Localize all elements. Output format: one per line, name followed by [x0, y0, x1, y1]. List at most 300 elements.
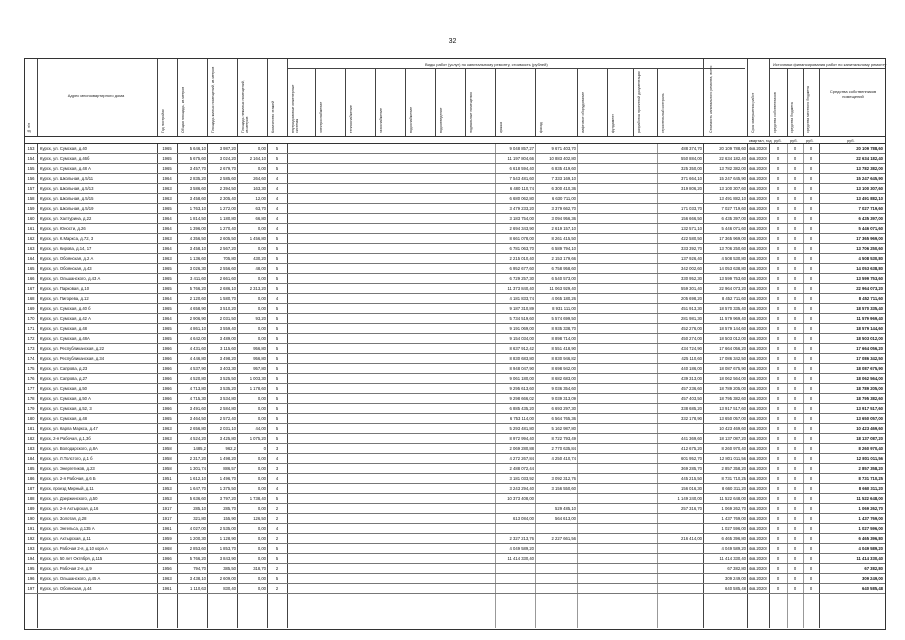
cell-s-0: 0 [776, 146, 780, 151]
cell-year: 1966 [162, 366, 172, 371]
cell-s-0: 0 [776, 236, 780, 241]
cell-year: 1965 [162, 206, 172, 211]
cell-addr: Курск, ул. Сумская, д.40 б [40, 306, 91, 311]
cell-last: 1 027 596,00 [858, 526, 883, 531]
cell-fl: 5 [275, 546, 279, 551]
cell-a1: 4 715,30 [189, 396, 206, 401]
cell-s-0: 0 [776, 286, 780, 291]
cell-year: 1965 [162, 156, 172, 161]
cell-s-0: 0 [776, 276, 780, 281]
cell-last: 14 053 638,80 [856, 266, 883, 271]
table-row [25, 504, 885, 514]
cell-date: 4кв.2020г [748, 176, 768, 181]
cell-last: 11 579 969,40 [856, 316, 883, 321]
cell-addr: Курск, ул. К.Маркса, д.72, 3 [40, 236, 94, 241]
cell-date: 4кв.2020г [748, 186, 768, 191]
cell-last: 20 109 788,60 [856, 146, 883, 151]
cell-fac [536, 584, 576, 593]
cell-no: 166 [27, 276, 35, 281]
table-row [25, 164, 885, 174]
cell-s-1: 0 [793, 456, 797, 461]
cell-roof: 6 952 677,60 [509, 266, 534, 271]
cell-fl: 2 [275, 536, 279, 541]
cell-year: 1965 [162, 326, 172, 331]
cell-fl: 5 [275, 266, 279, 271]
table-row [25, 254, 885, 264]
cell-a2: 3 510,20 [219, 306, 236, 311]
cell-a3: 956,80 [253, 356, 266, 361]
cell-fl: 5 [275, 286, 279, 291]
cell-no: 155 [27, 166, 35, 171]
cell-a1: 3 458,10 [189, 246, 206, 251]
cell-a3: 318,70 [253, 566, 266, 571]
cell-a2: 2 572,40 [219, 416, 236, 421]
cell-fl: 5 [275, 236, 279, 241]
cell-s-2: 0 [809, 516, 813, 521]
cell-a2: 3 115,60 [220, 346, 236, 351]
cell-date: 4кв.2020г [748, 246, 768, 251]
cell-s-2: 0 [809, 486, 813, 491]
cell-year: 1966 [162, 406, 172, 411]
unit-last: руб. [847, 138, 855, 143]
cell-s-0: 0 [776, 336, 780, 341]
cell-total: 22 964 073,20 [719, 286, 746, 291]
cell-roof [496, 584, 534, 593]
cell-s-2: 0 [809, 396, 813, 401]
cell-addr: Курск, ул. Обоянская, д.43 [40, 266, 92, 271]
cell-date: 4кв.2020г [748, 506, 768, 511]
table-row [25, 484, 885, 494]
table-row [25, 244, 885, 254]
cell-addr: Курск, ул. Ольшанского, д.43 А [40, 276, 101, 281]
cell-a1: 4 658,90 [189, 306, 206, 311]
cell-a1: 3 411,60 [190, 276, 206, 281]
cell-fl: 4 [275, 526, 279, 531]
header-work-7: подвальные помещения [469, 92, 473, 133]
cell-s-0: 0 [776, 156, 780, 161]
cell-s-0: 0 [776, 486, 780, 491]
cell-s-1: 0 [793, 156, 797, 161]
cell-ctrl: 425 110,60 [681, 356, 702, 361]
cell-s-1: 0 [793, 476, 797, 481]
cell-fac [536, 564, 576, 573]
table-row [25, 324, 885, 334]
cell-total: 17 365 969,00 [719, 236, 746, 241]
cell-last: 13 917 517,60 [856, 406, 883, 411]
cell-s-0: 0 [776, 316, 780, 321]
cell-fac: 6 300 410,36 [551, 186, 576, 191]
cell-ctrl: 451 913,30 [681, 306, 702, 311]
cell-s-2: 0 [809, 366, 813, 371]
cell-s-0: 0 [776, 426, 780, 431]
cell-a3: 0,00 [257, 476, 266, 481]
cell-last: 22 634 182,40 [856, 156, 883, 161]
cell-roof: 9 295 613,60 [509, 386, 534, 391]
cell-s-2: 0 [809, 326, 813, 331]
cell-a3: 0,00 [257, 456, 266, 461]
cell-year: 1964 [162, 246, 172, 251]
cell-no: 177 [27, 386, 35, 391]
cell-fac: 2 227 661,56 [551, 536, 576, 541]
cell-a1: 1 136,60 [189, 256, 206, 261]
cell-fl: 5 [275, 496, 279, 501]
cell-date: 4кв.2020г [748, 476, 768, 481]
cell-fl: 4 [275, 186, 279, 191]
cell-addr: Курск, проезд Мирный, д.11 [40, 486, 94, 491]
cell-a3: 956,80 [253, 346, 266, 351]
cell-fac: 4 250 410,74 [551, 456, 576, 461]
cell-addr: Курск, ул. Сумская, д.50 А [40, 396, 91, 401]
cell-s-2: 0 [809, 586, 813, 591]
cell-no: 190 [27, 516, 35, 521]
table-row [25, 384, 885, 394]
cell-a2: 2 535,00 [219, 526, 236, 531]
cell-s-2: 0 [809, 466, 813, 471]
cell-date: 4кв.2020г [748, 326, 768, 331]
cell-no: 175 [27, 366, 35, 371]
cell-s-2: 0 [809, 266, 813, 271]
cell-year: 1965 [162, 276, 172, 281]
cell-date: 4кв.2020г [748, 286, 768, 291]
cell-no: 197 [27, 586, 35, 591]
cell-roof: 6 618 594,40 [509, 166, 534, 171]
table-row [25, 454, 885, 464]
cell-addr: Курск, ул. Школьная, д.5/15 [40, 196, 94, 201]
header-src-2: средства бюджета [790, 102, 794, 133]
cell-fl: 2 [275, 516, 279, 521]
cell-s-0: 0 [776, 416, 780, 421]
cell-ctrl [658, 564, 702, 573]
cell-a1: 3 491,60 [189, 406, 206, 411]
cell-a2: 3 559,40 [219, 326, 236, 331]
cell-date: 4кв.2020г [748, 406, 768, 411]
cell-s-0: 0 [776, 456, 780, 461]
cell-s-2: 0 [809, 346, 813, 351]
cell-last: 13 491 882,10 [856, 196, 883, 201]
cell-addr: Курск, ул. Сумская, д.50 [40, 386, 87, 391]
cell-year: 1965 [162, 306, 172, 311]
cell-date: 4кв.2020г [748, 586, 768, 591]
cell-last: 11 522 648,00 [856, 496, 883, 501]
cell-a2: 385,50 [223, 566, 236, 571]
cell-s-2: 0 [809, 226, 813, 231]
cell-last: 2 857 358,20 [858, 466, 883, 471]
cell-a2: 1 498,20 [219, 456, 236, 461]
cell-ctrl: 325 350,00 [681, 166, 702, 171]
cell-ctrl: 257 316,70 [681, 506, 702, 511]
cell-ctrl: 205 698,20 [681, 296, 702, 301]
cell-last: 13 599 753,60 [856, 276, 883, 281]
cell-fl: 5 [275, 416, 279, 421]
cell-roof: 6 729 257,30 [509, 276, 534, 281]
cell-a2: 1 580,70 [219, 296, 236, 301]
cell-last: 15 247 645,90 [856, 176, 883, 181]
cell-ctrl: 338 685,20 [681, 406, 702, 411]
cell-last: 1 069 262,70 [858, 506, 883, 511]
cell-a2: 2 394,50 [219, 186, 236, 191]
cell-year: 1965 [162, 146, 172, 151]
cell-s-2: 0 [809, 426, 813, 431]
table-row [25, 284, 885, 294]
cell-date: 4кв.2020г [748, 386, 768, 391]
cell-fac: 8 261 415,50 [551, 236, 576, 241]
cell-fl: 5 [275, 386, 279, 391]
header-work-11: фундамент [611, 114, 615, 133]
cell-total: 22 634 182,40 [719, 156, 746, 161]
cell-year: 1953 [162, 486, 172, 491]
cell-a1: 3 586,60 [189, 186, 206, 191]
cell-ctrl: 601 952,70 [681, 456, 702, 461]
cell-year: 1964 [162, 226, 172, 231]
cell-fac: 8 898 714,00 [551, 336, 576, 341]
cell-fac: 6 589 794,10 [551, 246, 576, 251]
cell-a3: 66,80 [255, 216, 266, 221]
cell-a2: 2 661,60 [219, 276, 236, 281]
cell-fac: 529 485,10 [555, 506, 576, 511]
cell-s-0: 0 [776, 196, 780, 201]
cell-s-2: 0 [809, 206, 813, 211]
cell-no: 189 [27, 506, 35, 511]
table-row [25, 274, 885, 284]
cell-a2: 830,40 [223, 586, 236, 591]
cell-a3: 0,00 [257, 416, 266, 421]
cell-ctrl: 441 369,60 [681, 436, 702, 441]
cell-no: 158 [27, 196, 35, 201]
cell-last: 17 664 056,20 [856, 346, 883, 351]
cell-s-1: 0 [793, 586, 797, 591]
cell-no: 160 [27, 216, 35, 221]
cell-a2: 1 375,50 [219, 486, 236, 491]
cell-last: 6 465 396,80 [858, 536, 883, 541]
cell-date: 4кв.2020г [748, 316, 768, 321]
cell-year: 1951 [162, 476, 172, 481]
cell-date: 4кв.2020г [748, 556, 768, 561]
cell-year: 1964 [162, 296, 172, 301]
cell-addr: Курск, ул. Обоянская, д.44 [40, 586, 92, 591]
cell-date: 4кв.2020г [748, 436, 768, 441]
cell-roof [496, 564, 534, 573]
cell-date: 4кв.2020г [748, 366, 768, 371]
cell-fl: 4 [275, 176, 279, 181]
cell-no: 165 [27, 266, 35, 271]
cell-fac: 8 698 942,00 [551, 366, 576, 371]
cell-date: 4кв.2020г [748, 356, 768, 361]
cell-s-0: 0 [776, 206, 780, 211]
cell-addr: Курск, ул. Республиканская, д.22 [40, 346, 105, 351]
cell-a1: 1 200,30 [189, 536, 206, 541]
cell-total: 8 731 710,25 [721, 476, 746, 481]
cell-a2: 1 853,70 [219, 546, 236, 551]
cell-roof: 3 243 294,40 [509, 486, 534, 491]
cell-a3: 0,00 [257, 466, 266, 471]
cell-fl: 4 [275, 456, 279, 461]
table-row [25, 524, 885, 534]
cell-last: 7 027 719,60 [858, 206, 883, 211]
cell-addr: Курск, 2-я Рабочая, д.1,3б [40, 436, 91, 441]
cell-a1: 1 396,00 [189, 226, 206, 231]
cell-fl: 5 [275, 336, 279, 341]
cell-s-1: 0 [793, 256, 797, 261]
cell-no: 167 [27, 286, 35, 291]
cell-a3: 0,00 [257, 326, 266, 331]
cell-total: 20 109 788,60 [719, 146, 746, 151]
table-row [25, 414, 885, 424]
cell-s-1: 0 [793, 326, 797, 331]
cell-s-1: 0 [793, 416, 797, 421]
cell-roof: 8 830 683,80 [509, 356, 534, 361]
cell-year: 1958 [162, 466, 172, 471]
table-row [25, 474, 885, 484]
cell-s-2: 0 [809, 576, 813, 581]
cell-s-0: 0 [776, 226, 780, 231]
cell-roof: 6 680 062,80 [509, 196, 534, 201]
cell-ctrl: 434 724,90 [681, 346, 702, 351]
cell-s-1: 0 [793, 536, 797, 541]
cell-roof: 6 753 114,00 [509, 416, 534, 421]
cell-last: 22 964 073,20 [856, 286, 883, 291]
cell-s-2: 0 [809, 336, 813, 341]
cell-s-1: 0 [793, 366, 797, 371]
table-row [25, 354, 885, 364]
cell-no: 164 [27, 256, 35, 261]
cell-roof: 6 480 110,74 [509, 186, 534, 191]
cell-addr: Курск, ул. 2-я Рабочая, д.6 Б [40, 476, 96, 481]
cell-last: 18 789 205,00 [856, 386, 883, 391]
cell-year: 1959 [162, 536, 172, 541]
cell-last: 11 414 330,40 [856, 556, 883, 561]
cell-last: 4 049 589,20 [858, 546, 883, 551]
cell-total: 11 579 969,40 [719, 316, 746, 321]
cell-no: 156 [27, 176, 35, 181]
header-work-4: газоснабжение [379, 108, 383, 133]
cell-a1: 321,80 [193, 516, 206, 521]
cell-s-2: 0 [809, 296, 813, 301]
cell-no: 192 [27, 536, 35, 541]
cell-roof: 613 084,00 [513, 516, 534, 521]
cell-s-1: 0 [793, 176, 797, 181]
cell-total: 1 027 596,00 [721, 526, 746, 531]
cell-a3: 0,00 [257, 396, 266, 401]
cell-total: 18 795 382,60 [719, 396, 746, 401]
cell-year: 1961 [162, 586, 172, 591]
cell-s-1: 0 [793, 246, 797, 251]
header-date: Срок завершения работ [751, 92, 755, 133]
cell-s-0: 0 [776, 296, 780, 301]
cell-fl: 5 [275, 156, 279, 161]
cell-a2: 2 605,50 [219, 236, 236, 241]
cell-a2: 2 584,80 [219, 406, 236, 411]
cell-no: 174 [27, 356, 35, 361]
cell-s-0: 0 [776, 366, 780, 371]
cell-a1: 2 853,60 [189, 546, 206, 551]
table-row [25, 534, 885, 544]
page-number: 32 [448, 38, 457, 45]
cell-roof: 11 414 330,40 [507, 556, 534, 561]
cell-addr: Курск, ул. Сумская, д.48 А [40, 166, 91, 171]
cell-total: 18 137 087,20 [719, 436, 746, 441]
cell-no: 184 [27, 456, 35, 461]
table-row [25, 374, 885, 384]
cell-fl: 2 [275, 506, 279, 511]
cell-fl: 5 [275, 146, 279, 151]
cell-a1: 1 612,10 [189, 476, 206, 481]
cell-ctrl: 156 016,30 [681, 486, 702, 491]
cell-total: 7 027 719,60 [721, 206, 746, 211]
cell-roof: 8 637 912,42 [509, 346, 534, 351]
cell-year: 1965 [162, 416, 172, 421]
cell-fac: 2 153 179,66 [551, 256, 576, 261]
cell-addr: Курск, ул. Ольшанского, д.45 А [40, 576, 101, 581]
cell-a3: 12,00 [255, 196, 266, 201]
cell-year: 1965 [162, 336, 172, 341]
cell-year: 1966 [162, 346, 172, 351]
cell-year: 1958 [162, 456, 172, 461]
cell-fl: 5 [275, 556, 279, 561]
cell-no: 179 [27, 406, 35, 411]
cell-a3: 0,00 [257, 586, 266, 591]
cell-a1: 5 636,60 [189, 496, 206, 501]
cell-fac: 4 065 180,26 [551, 296, 576, 301]
cell-fac: 11 063 929,40 [549, 286, 576, 291]
cell-a1: 3 438,10 [189, 576, 206, 581]
cell-addr: Курск, ул. Республиканская, д.34 [40, 356, 105, 361]
cell-s-1: 0 [793, 516, 797, 521]
unit-src-2: руб. [790, 138, 798, 143]
cell-ctrl: 457 403,50 [681, 396, 702, 401]
cell-addr: Курск, ул. Рабочая 2-я, д.10 корп.А [40, 546, 108, 551]
cell-roof [496, 504, 534, 513]
cell-fl: 4 [275, 226, 279, 231]
cell-a1: 2 835,20 [189, 176, 206, 181]
cell-roof: 2 694 343,90 [509, 226, 534, 231]
cell-total: 12 801 011,56 [719, 456, 746, 461]
cell-ctrl: 333 392,70 [681, 246, 702, 251]
cell-total: 6 435 397,00 [721, 216, 746, 221]
cell-fl: 5 [275, 346, 279, 351]
cell-addr: Курск, ул. Школьная, д.5/13 [40, 186, 94, 191]
cell-date: 4кв.2020г [748, 216, 768, 221]
cell-s-2: 0 [809, 476, 813, 481]
header-src-3: средства местного бюджета [806, 86, 810, 133]
cell-a2: 705,80 [223, 256, 236, 261]
cell-fac [536, 494, 576, 503]
cell-fl: 5 [275, 576, 279, 581]
cell-no: 172 [27, 336, 35, 341]
cell-a1: 3 026,30 [189, 266, 206, 271]
cell-a2: 1 180,80 [219, 216, 236, 221]
cell-date: 4кв.2020г [748, 496, 768, 501]
cell-total: 4 049 589,20 [721, 546, 746, 551]
cell-ctrl: 445 215,50 [681, 476, 702, 481]
cell-fac: 8 830 946,82 [551, 356, 576, 361]
cell-s-2: 0 [809, 496, 813, 501]
cell-last: 18 503 012,00 [856, 336, 883, 341]
cell-addr: Курск, ул. Сумская, д.42 А [40, 316, 91, 321]
cell-year: 1965 [162, 266, 172, 271]
cell-roof: 9 191 069,00 [509, 326, 534, 331]
cell-addr: Курск, ул. Энгельса, д.135 А [40, 526, 95, 531]
cell-roof: 2 327 213,76 [509, 536, 534, 541]
cell-a1: 2 906,90 [189, 316, 206, 321]
cell-a3: 44,00 [255, 426, 266, 431]
cell-s-1: 0 [793, 406, 797, 411]
cell-fac: 7 333 169,10 [551, 176, 576, 181]
cell-addr: Курск, ул. 50 лет Октября, д.115 [40, 556, 103, 561]
cell-a3: 1 738,40 [249, 496, 266, 501]
cell-total: 18 579 144,60 [719, 326, 746, 331]
header-work-10: лифтовое оборудование [581, 91, 585, 133]
cell-last: 18 570 335,40 [856, 306, 883, 311]
